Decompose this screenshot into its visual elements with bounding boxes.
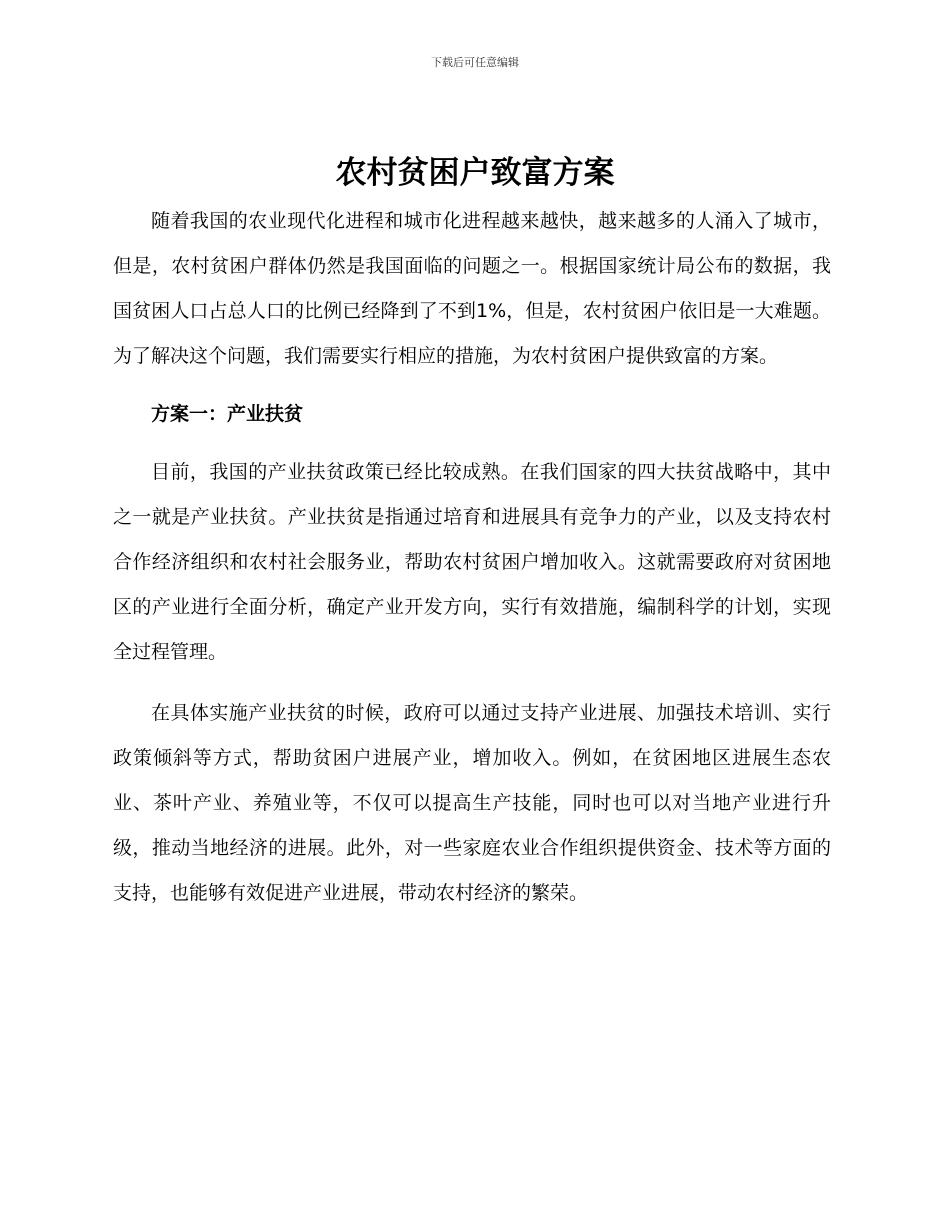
body-paragraph-2: 在具体实施产业扶贫的时候，政府可以通过支持产业进展、加强技术培训、实行政策倾斜等方式，帮助贫困户进展产业，增加收入。例如，在贫困地区进展生态农业、茶叶产业、养殖业等，不仅可以提高生产技能，同时也可以对当地产业进行升级，推动当地经济的进展。此外，对一些家庭农业合作组织提供资金、技术等方面的支持，也能够有效促进产业进展，带动农村经济的繁荣。 [113,702,831,904]
document-body [113,199,831,916]
body-paragraph-1: 目前，我国的产业扶贫政策已经比较成熟。在我们国家的四大扶贫战略中，其中之一就是产业扶贫。产业扶贫是指通过培育和进展具有竞争力的产业，以及支持农村合作经济组织和农村社会服务业，帮助农村贫困户增加收入。这就需要政府对贫困地区的产业进行全面分析，确定产业开发方向，实行有效措施，编制科学的计划，实现全过程管理。 [113,461,831,663]
section-heading: 方案一：产业扶贫 [151,403,304,425]
intro-paragraph: 随着我国的农业现代化进程和城市化进程越来越快，越来越多的人涌入了城市，但是，农村贫困户群体仍然是我国面临的问题之一。根据国家统计局公布的数据，我国贫困人口占总人口的比例已经降到了不到1%，但是，农村贫困户依旧是一大难题。为了解决这个问题，我们需要实行相应的措施，为农村贫困户提供致富的方案。 [113,210,831,367]
document-title: 农村贫困户致富方案 [335,155,615,191]
page-header-note: 下载后可任意编辑 [431,56,519,69]
